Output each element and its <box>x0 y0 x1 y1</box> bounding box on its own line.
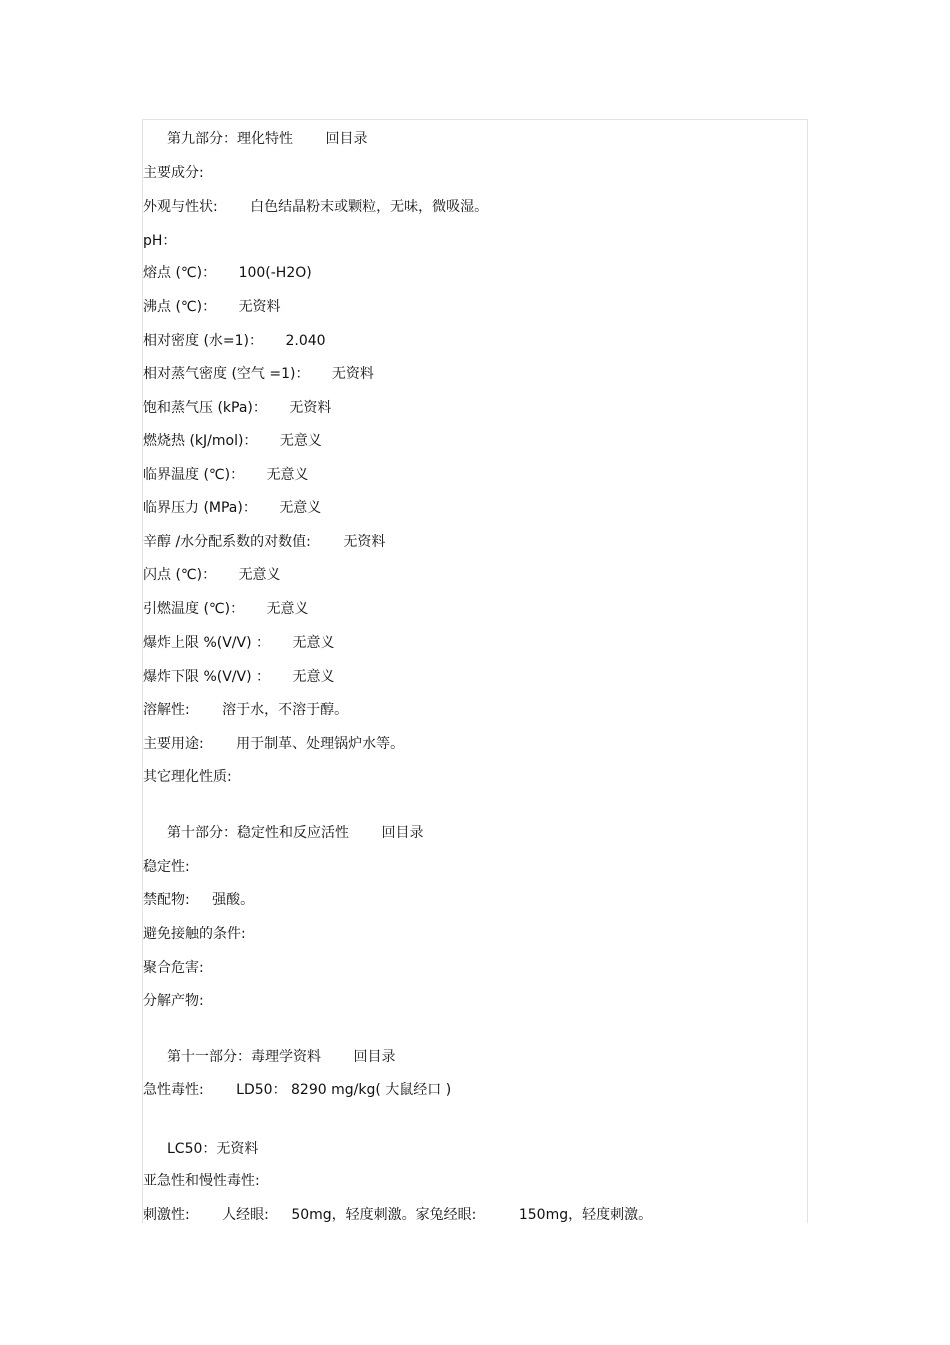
property-value: 白色结晶粉末或颗粒，无味，微吸湿。 <box>250 199 489 215</box>
property-row <box>143 992 204 1010</box>
property-value: 无意义 <box>279 500 322 516</box>
section-11-title: 第十一部分：毒理学资料 <box>167 1049 321 1065</box>
property-row <box>143 959 204 977</box>
property-value: 无意义 <box>238 567 281 583</box>
property-label: 闪点 (℃)： <box>143 567 217 583</box>
property-value: 无资料 <box>289 400 332 416</box>
property-label: 饱和蒸气压 (kPa)： <box>143 400 267 416</box>
property-row <box>143 634 334 652</box>
property-value: 无意义 <box>292 635 335 651</box>
property-row <box>167 1140 258 1158</box>
property-row <box>143 533 385 551</box>
property-label: 聚合危害: <box>143 960 204 976</box>
property-row <box>143 1172 260 1190</box>
property-label: 亚急性和慢性毒性: <box>143 1173 260 1189</box>
property-label: 爆炸上限 %(V/V) ： <box>143 635 270 651</box>
property-value: 无意义 <box>266 601 309 617</box>
property-value: 2.040 <box>285 333 326 349</box>
property-value: 无意义 <box>266 467 309 483</box>
property-row <box>143 891 254 909</box>
property-label: 急性毒性: <box>143 1082 204 1098</box>
property-row <box>143 701 348 719</box>
property-label: 外观与性状: <box>143 199 218 215</box>
property-value: 溶于水，不溶于醇。 <box>222 702 349 718</box>
property-row <box>143 365 374 383</box>
section-10-title: 第十部分：稳定性和反应活性 <box>167 825 349 841</box>
property-label: 主要用途: <box>143 736 204 752</box>
property-label: 相对密度 (水=1)： <box>143 333 264 349</box>
property-label: 沸点 (℃)： <box>143 299 217 315</box>
section-11-heading <box>167 1048 395 1066</box>
property-label: 爆炸下限 %(V/V) ： <box>143 669 270 685</box>
property-label: 引燃温度 (℃)： <box>143 601 245 617</box>
section-9-heading <box>167 130 367 148</box>
back-to-toc-link[interactable]: 回目录 <box>381 825 424 841</box>
property-label: 相对蒸气密度 (空气 =1)： <box>143 366 310 382</box>
property-row <box>143 600 309 618</box>
property-label: 其它理化性质: <box>143 769 232 785</box>
property-row <box>143 466 309 484</box>
property-value: 150mg，轻度刺激。 <box>518 1207 653 1223</box>
property-row <box>143 432 322 450</box>
property-row <box>143 768 232 786</box>
property-label: 刺激性: <box>143 1207 190 1223</box>
back-to-toc-link[interactable]: 回目录 <box>353 1049 396 1065</box>
property-label: 熔点 (℃)： <box>143 265 217 281</box>
property-row <box>143 566 281 584</box>
property-value: LC50：无资料 <box>167 1141 259 1157</box>
property-row <box>143 1081 451 1099</box>
property-row <box>143 232 176 250</box>
property-label: 禁配物: <box>143 892 190 908</box>
property-label: 分解产物: <box>143 993 204 1009</box>
property-row <box>143 735 404 753</box>
property-row <box>143 298 281 316</box>
property-value: 无意义 <box>292 669 335 685</box>
property-row <box>143 858 190 876</box>
property-label: 主要成分: <box>143 165 204 181</box>
property-label: 燃烧热 (kJ/mol)： <box>143 433 258 449</box>
property-value: 用于制革、处理锅炉水等。 <box>236 736 405 752</box>
property-value: 强酸。 <box>212 892 255 908</box>
property-row <box>143 668 334 686</box>
property-row <box>143 198 488 216</box>
property-row <box>143 1206 652 1224</box>
property-label: 临界温度 (℃)： <box>143 467 245 483</box>
property-value: LD50： 8290 mg/kg( 大鼠经口 ) <box>236 1082 452 1098</box>
property-value: 50mg，轻度刺激。家兔经眼: <box>291 1207 477 1223</box>
property-value: 无资料 <box>238 299 281 315</box>
property-sublabel: 人经眼: <box>222 1207 269 1223</box>
property-label: pH： <box>143 233 177 249</box>
property-row <box>143 925 246 943</box>
property-row <box>143 499 321 517</box>
property-label: 临界压力 (MPa)： <box>143 500 257 516</box>
property-row <box>143 164 204 182</box>
property-label: 避免接触的条件: <box>143 926 246 942</box>
property-row <box>143 264 312 282</box>
back-to-toc-link[interactable]: 回目录 <box>325 131 368 147</box>
property-label: 辛醇 /水分配系数的对数值: <box>143 534 311 550</box>
property-row <box>143 399 331 417</box>
section-10-heading <box>167 824 423 842</box>
property-value: 无资料 <box>343 534 386 550</box>
property-value: 100(-H2O) <box>238 265 312 281</box>
property-label: 溶解性: <box>143 702 190 718</box>
property-label: 稳定性: <box>143 859 190 875</box>
section-9-title: 第九部分：理化特性 <box>167 131 293 147</box>
property-value: 无资料 <box>331 366 374 382</box>
property-value: 无意义 <box>279 433 322 449</box>
property-row <box>143 332 326 350</box>
